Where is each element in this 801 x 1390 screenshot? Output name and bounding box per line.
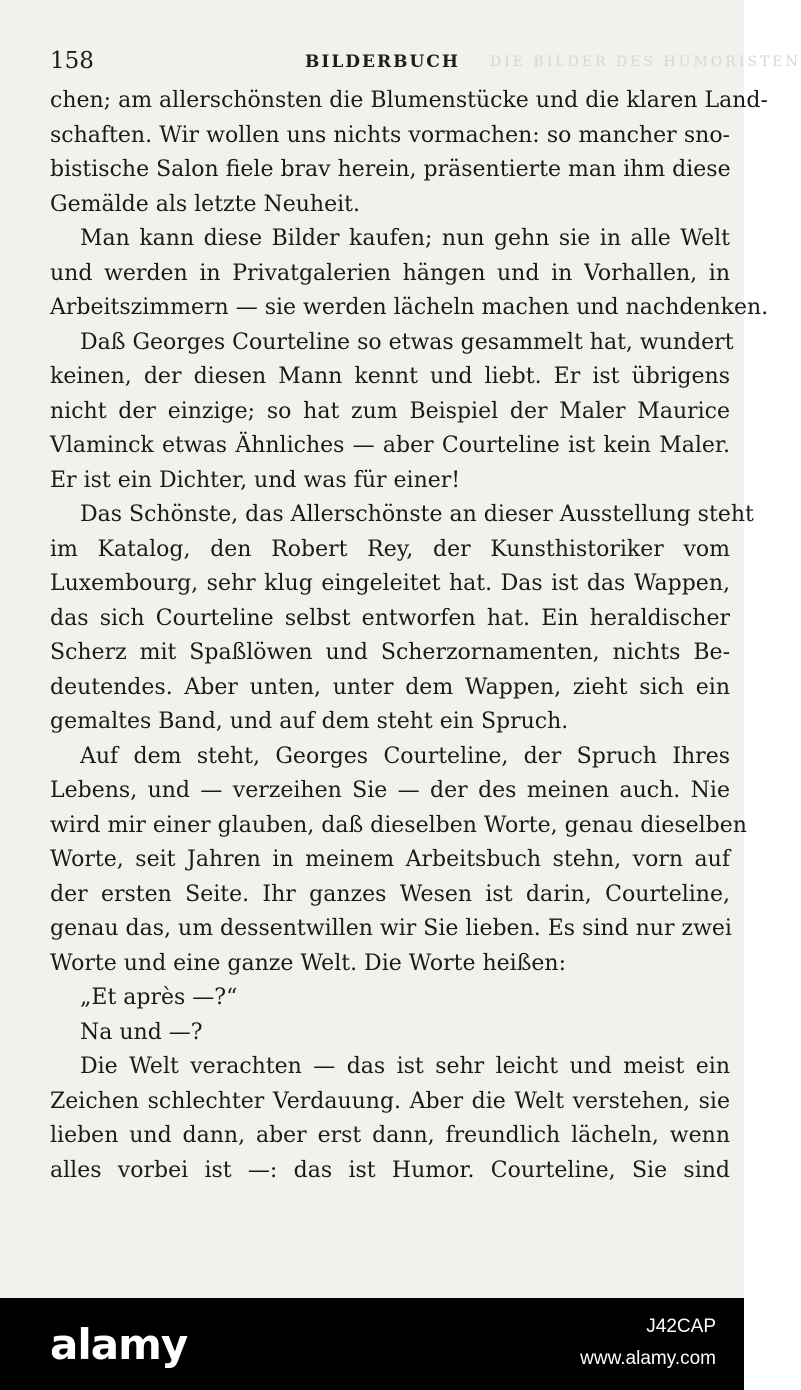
bleed-through-text: DIE BILDER DES HUMORISTEN (490, 54, 801, 70)
text-line: deutendes. Aber unten, unter dem Wappen, zieht sich ein (50, 674, 730, 700)
text-line: Worte, seit Jahren in meinem Arbeitsbuch stehn, vorn auf (50, 847, 730, 872)
text-line: gemaltes Band, und auf dem steht ein Spruch. (50, 709, 569, 734)
image-id: J42CAP (646, 1316, 716, 1337)
text-line: im Katalog, den Robert Rey, der Kunsthistoriker vom (50, 536, 730, 562)
text-line: Daß Georges Courteline so etwas gesammelt hat, wundert (80, 329, 734, 355)
text-line: wird mir einer glauben, daß dieselben Worte, genau dieselben (50, 812, 747, 838)
text-line: und werden in Privatgalerien hängen und in Vorhallen, in (50, 260, 730, 286)
text-line: Scherz mit Spaßlöwen und Scherzornamenten, nichts Be- (50, 640, 730, 665)
text-line: Arbeitszimmern — sie werden lächeln machen und nachdenken. (50, 295, 769, 320)
text-line: Er ist ein Dichter, und was für einer! (50, 467, 461, 493)
running-head (0, 48, 801, 78)
text-line: chen; am allerschönsten die Blumenstücke und die klaren Land- (50, 88, 768, 113)
page-number: 158 (50, 48, 94, 74)
body-text (50, 84, 769, 1188)
watermark-url: www.alamy.com (580, 1348, 716, 1369)
text-line: Na und —? (80, 1019, 203, 1045)
alamy-logo: alamy (50, 1320, 188, 1369)
stock-watermark-bar (0, 1298, 744, 1390)
text-line: Zeichen schlechter Verdauung. Aber die Welt verstehen, sie (50, 1088, 730, 1114)
text-line: der ersten Seite. Ihr ganzes Wesen ist darin, Courteline, (50, 881, 730, 907)
text-line: „Et après —?“ (80, 985, 238, 1010)
text-line: Vlaminck etwas Ähnliches — aber Courteline ist kein Maler. (50, 433, 730, 458)
text-line: keinen, der diesen Mann kennt und liebt. Er ist übrigens (50, 364, 730, 389)
text-line: bistische Salon fiele brav herein, präsentierte man ihm diese (50, 157, 731, 182)
text-line: lieben und dann, aber erst dann, freundlich lächeln, wenn (50, 1123, 730, 1148)
text-line: alles vorbei ist —: das ist Humor. Courteline, Sie sind (50, 1157, 730, 1183)
text-line: schaften. Wir wollen uns nichts vormachen: so mancher sno- (50, 122, 730, 148)
text-line: Lebens, und — verzeihen Sie — der des meinen auch. Nie (50, 778, 730, 803)
text-line: Worte und eine ganze Welt. Die Worte heißen: (50, 950, 567, 976)
text-line: Auf dem steht, Georges Courteline, der Spruch Ihres (80, 743, 730, 769)
text-line: genau das, um dessentwillen wir Sie lieben. Es sind nur zwei (50, 916, 732, 941)
text-line: Die Welt verachten — das ist sehr leicht und meist ein (80, 1054, 730, 1079)
text-line: das sich Courteline selbst entworfen hat. Ein heraldischer (50, 605, 730, 631)
running-title: BILDERBUCH (305, 52, 460, 72)
text-line: Gemälde als letzte Neuheit. (50, 191, 360, 217)
text-line: Luxembourg, sehr klug eingeleitet hat. Das ist das Wappen, (50, 571, 730, 596)
text-line: Das Schönste, das Allerschönste an dieser Ausstellung steht (80, 502, 754, 527)
text-line: nicht der einzige; so hat zum Beispiel der Maler Maurice (50, 398, 730, 424)
text-line: Man kann diese Bilder kaufen; nun gehn sie in alle Welt (80, 226, 730, 251)
